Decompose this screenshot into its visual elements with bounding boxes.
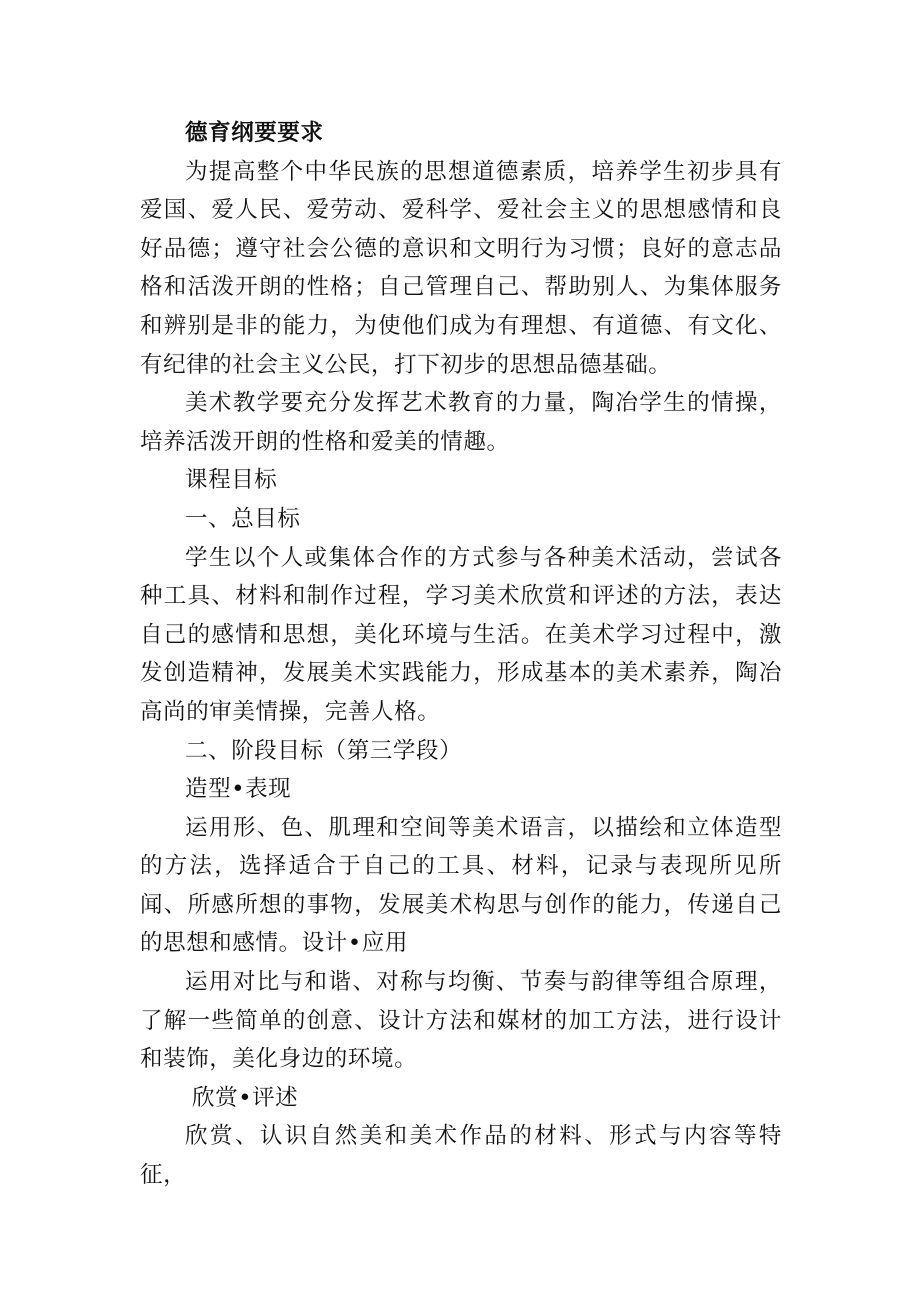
paragraph-design-application: 运用对比与和谐、对称与均衡、节奏与韵律等组合原理，了解一些简单的创意、设计方法和媒材的加工方法，进行设计和装饰，美化身边的环境。 <box>140 969 782 1073</box>
heading-stage-goal: 二、阶段目标（第三学段） <box>185 737 463 764</box>
paragraph-overall-goal: 学生以个人或集体合作的方式参与各种美术活动，尝试各种工具、材料和制作过程，学习美术欣赏和评述的方法，表达自己的感情和思想，美化环境与生活。在美术学习过程中，激发创造精神，发展美术实践能力，形成基本的美术素养，陶冶高尚的审美情操，完善人格。 <box>140 544 782 725</box>
heading-modeling-expression: 造型•表现 <box>185 776 292 803</box>
document-title: 德育纲要要求 <box>185 120 324 146</box>
paragraph-appreciation-review: 欣赏、认识自然美和美术作品的材料、形式与内容等特征， <box>140 1123 782 1189</box>
paragraph-art-teaching: 美术教学要充分发挥艺术教育的力量，陶冶学生的情操，培养活泼开朗的性格和爱美的情趣。 <box>140 390 782 455</box>
paragraph-modeling-expression: 运用形、色、肌理和空间等美术语言，以描绘和立体造型的方法，选择适合于自己的工具、材料，记录与表现所见所闻、所感所想的事物，发展美术构思与创作的能力，传递自己的思想和感情。设计•应用 <box>140 814 782 957</box>
heading-course-goals: 课程目标 <box>185 467 278 494</box>
document-body <box>140 114 782 1195</box>
paragraph-moral-education: 为提高整个中华民族的思想道德素质，培养学生初步具有爱国、爱人民、爱劳动、爱科学、爱社会主义的思想感情和良好品德；遵守社会公德的意识和文明行为习惯；良好的意志品格和活泼开朗的性格；自己管理自己、帮助别人、为集体服务和辨别是非的能力，为使他们成为有理想、有道德、有文化、有纪律的社会主义公民，打下初步的思想品德基础。 <box>140 158 782 378</box>
heading-appreciation-review: 欣赏•评述 <box>192 1084 299 1111</box>
heading-overall-goal: 一、总目标 <box>185 505 301 532</box>
